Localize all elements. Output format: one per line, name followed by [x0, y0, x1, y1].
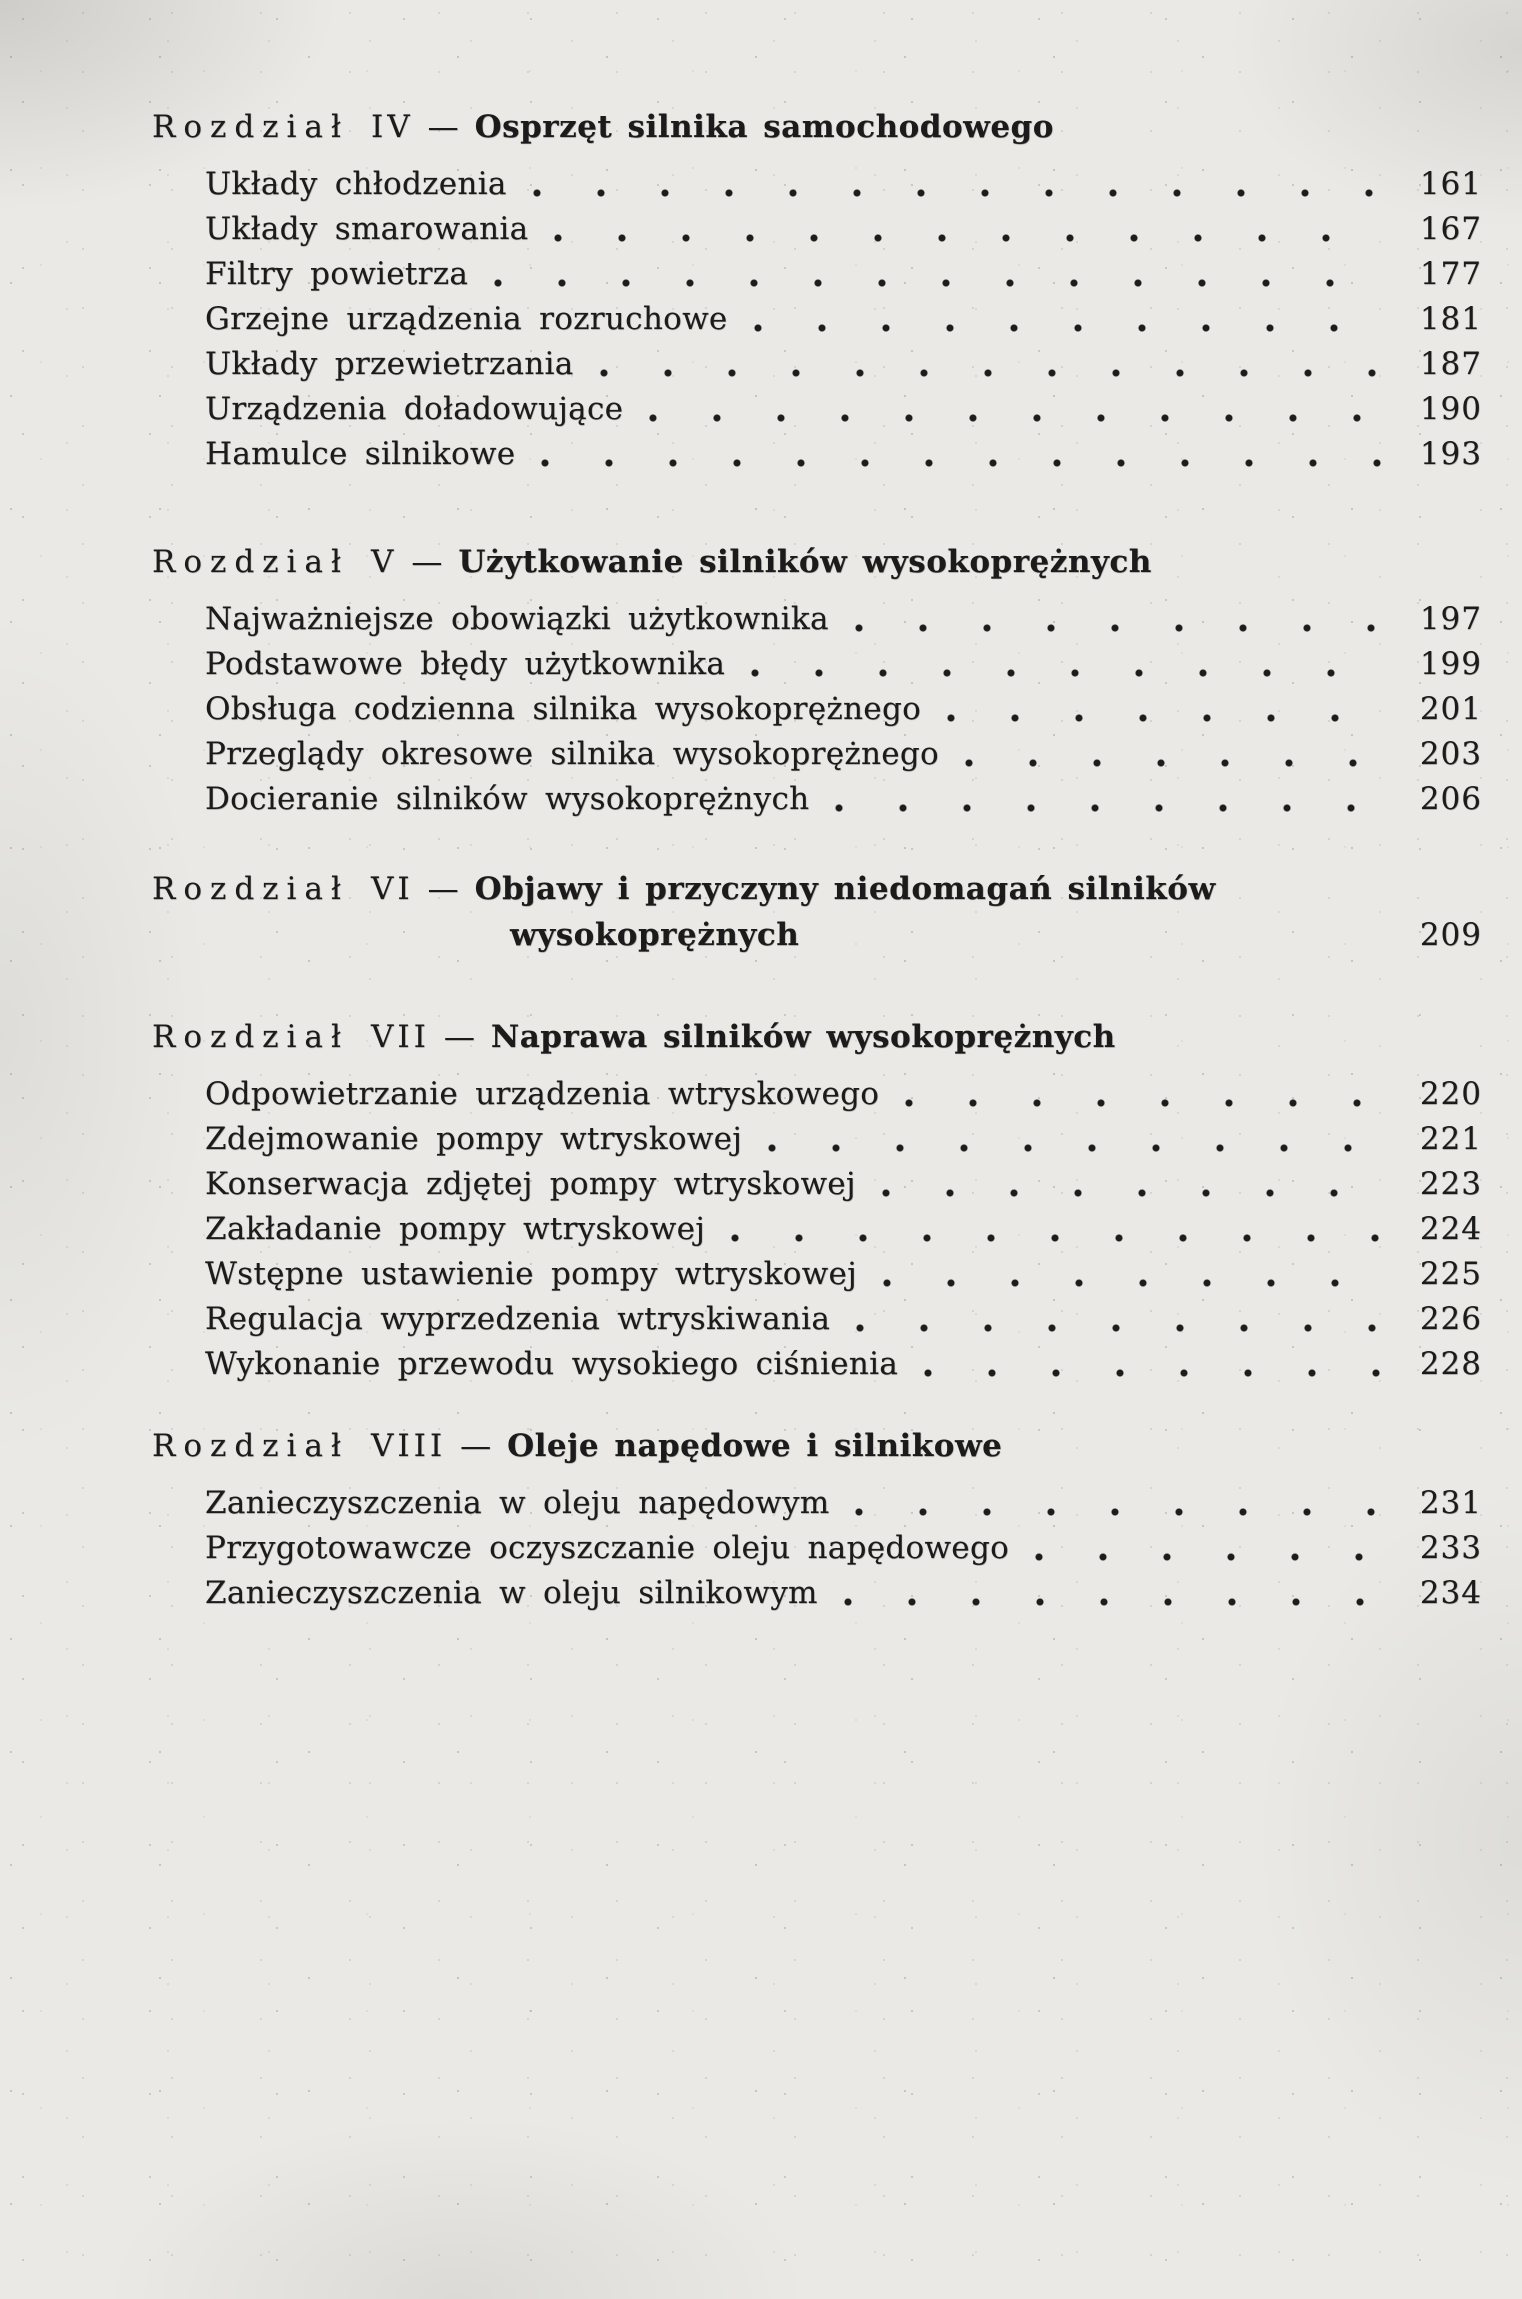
dot-leader — [468, 252, 1386, 297]
chapter-numeral: VI — [370, 871, 414, 907]
entry-title: Zakładanie pompy wtryskowej — [205, 1211, 706, 1247]
dot-leader — [829, 597, 1386, 642]
toc-entry — [152, 1117, 1482, 1162]
dot-leader — [939, 732, 1386, 777]
chapter-numeral: VII — [370, 1019, 430, 1055]
page-number: 234 — [1419, 1575, 1482, 1611]
dot-leader — [809, 777, 1386, 822]
dot-leader — [528, 207, 1386, 252]
dot-leader — [879, 1072, 1386, 1117]
chapter-heading — [152, 866, 1482, 912]
toc-section-IV — [152, 104, 1482, 477]
page-number: 228 — [1419, 1346, 1482, 1382]
toc-entry — [152, 1526, 1482, 1571]
entry-title: Przeglądy okresowe silnika wysokoprężnego — [205, 736, 939, 772]
chapter-label: Rozdział — [152, 544, 349, 580]
dash-separator: — — [443, 1019, 475, 1055]
toc-entry — [152, 1072, 1482, 1117]
toc-entry — [152, 1252, 1482, 1297]
dot-leader — [515, 432, 1386, 477]
section-entries — [152, 1072, 1482, 1387]
page-number: 225 — [1419, 1256, 1482, 1292]
toc-entry — [152, 732, 1482, 777]
dot-leader — [856, 1162, 1386, 1207]
page-number: 220 — [1419, 1076, 1482, 1112]
toc-entry — [152, 687, 1482, 732]
toc-entry — [152, 162, 1482, 207]
page-number: 206 — [1419, 781, 1482, 817]
entry-title: Zanieczyszczenia w oleju silnikowym — [205, 1575, 818, 1611]
page-number: 223 — [1419, 1166, 1482, 1202]
chapter-numeral: VIII — [370, 1428, 447, 1464]
entry-title: Zanieczyszczenia w oleju napędowym — [205, 1485, 830, 1521]
entry-title: Obsługa codzienna silnika wysokoprężnego — [205, 691, 922, 727]
section-entries — [152, 1481, 1482, 1616]
toc-entry — [152, 252, 1482, 297]
toc-section-VI — [152, 866, 1482, 958]
page-number: 193 — [1419, 436, 1482, 472]
page-number: 233 — [1419, 1530, 1482, 1566]
chapter-label: Rozdział — [152, 109, 349, 145]
section-entries — [152, 597, 1482, 822]
toc-entry — [152, 207, 1482, 252]
page-number: 177 — [1419, 256, 1482, 292]
page-number: 209 — [1419, 917, 1482, 953]
page-number: 231 — [1419, 1485, 1482, 1521]
dash-separator: — — [427, 109, 459, 145]
dot-leader — [921, 687, 1386, 732]
chapter-numeral: IV — [370, 109, 414, 145]
chapter-heading — [152, 539, 1482, 585]
entry-title: Zdejmowanie pompy wtryskowej — [205, 1121, 743, 1157]
dot-leader — [829, 1481, 1386, 1526]
chapter-label: Rozdział — [152, 871, 349, 907]
chapter-title-continued: wysokoprężnych — [510, 917, 800, 953]
entry-title: Urządzenia doładowujące — [205, 391, 624, 427]
dot-leader — [705, 1207, 1386, 1252]
entry-title: Grzejne urządzenia rozruchowe — [205, 301, 728, 337]
chapter-title: Osprzęt silnika samochodowego — [474, 109, 1054, 145]
dot-leader — [742, 1117, 1386, 1162]
entry-title: Najważniejsze obowiązki użytkownika — [205, 601, 829, 637]
dash-separator: — — [411, 544, 443, 580]
chapter-title: Naprawa silników wysokoprężnych — [490, 1019, 1116, 1055]
page-number: 221 — [1419, 1121, 1482, 1157]
toc-section-VIII — [152, 1423, 1482, 1616]
chapter-label: Rozdział — [152, 1428, 349, 1464]
chapter-heading — [152, 104, 1482, 150]
page-number: 203 — [1419, 736, 1482, 772]
toc-section-V — [152, 539, 1482, 822]
entry-title: Filtry powietrza — [205, 256, 469, 292]
dot-leader — [574, 342, 1386, 387]
chapter-title: Oleje napędowe i silnikowe — [507, 1428, 1003, 1464]
toc-entry — [152, 1297, 1482, 1342]
chapter-label: Rozdział — [152, 1019, 349, 1055]
dot-leader — [830, 1297, 1386, 1342]
entry-title: Układy smarowania — [205, 211, 529, 247]
dot-leader — [507, 162, 1386, 207]
toc-entry — [152, 1162, 1482, 1207]
chapter-heading — [152, 1014, 1482, 1060]
page-number: 167 — [1419, 211, 1482, 247]
dot-leader — [728, 297, 1386, 342]
chapter-title: Objawy i przyczyny niedomagań silników — [474, 871, 1216, 907]
toc — [152, 104, 1482, 1616]
toc-entry — [152, 777, 1482, 822]
dash-separator: — — [427, 871, 459, 907]
entry-title: Wstępne ustawienie pompy wtryskowej — [205, 1256, 858, 1292]
toc-entry — [152, 432, 1482, 477]
section-entries — [152, 162, 1482, 477]
entry-title: Przygotowawcze oczyszczanie oleju napędowego — [205, 1530, 1010, 1566]
page-number: 199 — [1419, 646, 1482, 682]
page-number: 226 — [1419, 1301, 1482, 1337]
page-number: 161 — [1419, 166, 1482, 202]
chapter-title: Użytkowanie silników wysokoprężnych — [458, 544, 1152, 580]
entry-title: Regulacja wyprzedzenia wtryskiwania — [205, 1301, 831, 1337]
chapter-heading — [152, 1423, 1482, 1469]
entry-title: Konserwacja zdjętej pompy wtryskowej — [205, 1166, 856, 1202]
toc-entry — [152, 1481, 1482, 1526]
dot-leader — [623, 387, 1386, 432]
toc-entry — [152, 597, 1482, 642]
toc-entry — [152, 297, 1482, 342]
page-number: 187 — [1419, 346, 1482, 382]
page-number: 190 — [1419, 391, 1482, 427]
dash-separator: — — [460, 1428, 492, 1464]
entry-title: Podstawowe błędy użytkownika — [205, 646, 726, 682]
toc-entry — [152, 642, 1482, 687]
dot-leader — [1009, 1526, 1386, 1571]
toc-section-VII — [152, 1014, 1482, 1387]
entry-title: Układy przewietrzania — [205, 346, 574, 382]
toc-entry — [152, 342, 1482, 387]
page-number: 181 — [1419, 301, 1482, 337]
dot-leader — [857, 1252, 1386, 1297]
toc-entry — [152, 387, 1482, 432]
entry-title: Układy chłodzenia — [205, 166, 507, 202]
entry-title: Docieranie silników wysokoprężnych — [205, 781, 810, 817]
toc-entry — [152, 1571, 1482, 1616]
toc-entry — [152, 1342, 1482, 1387]
chapter-heading-line2 — [152, 912, 1482, 958]
entry-title: Hamulce silnikowe — [205, 436, 516, 472]
entry-title: Odpowietrzanie urządzenia wtryskowego — [205, 1076, 880, 1112]
page-number: 224 — [1419, 1211, 1482, 1247]
page-number: 197 — [1419, 601, 1482, 637]
dot-leader — [818, 1571, 1386, 1616]
dot-leader — [898, 1342, 1386, 1387]
entry-title: Wykonanie przewodu wysokiego ciśnienia — [205, 1346, 899, 1382]
chapter-numeral: V — [370, 544, 398, 580]
dot-leader — [725, 642, 1386, 687]
toc-entry — [152, 1207, 1482, 1252]
page-number: 201 — [1419, 691, 1482, 727]
